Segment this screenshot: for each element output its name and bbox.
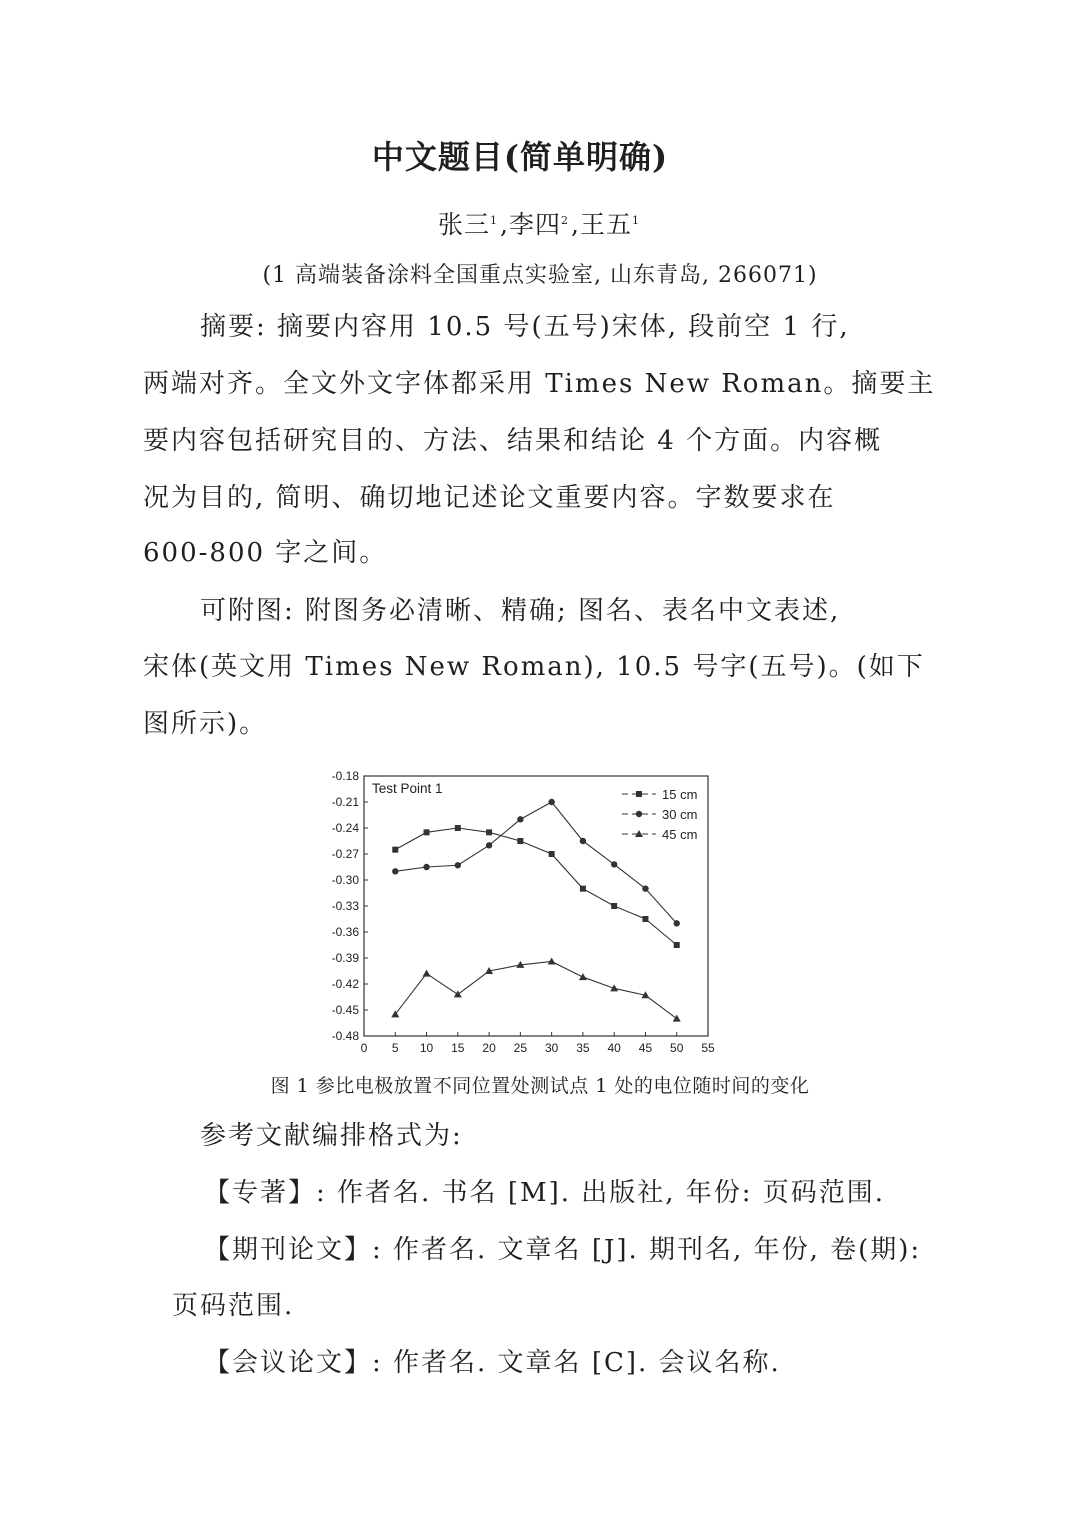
x-tick-label: 0 xyxy=(360,1041,368,1055)
data-point-15cm xyxy=(455,825,461,831)
data-point-45cm xyxy=(423,970,431,977)
author-name: ,王五 xyxy=(571,210,632,239)
data-point-15cm xyxy=(424,829,430,835)
x-tick-label: 20 xyxy=(482,1041,496,1055)
data-point-45cm xyxy=(673,1015,681,1022)
x-tick-label: 15 xyxy=(451,1041,465,1055)
data-point-30cm xyxy=(674,920,680,926)
data-point-30cm xyxy=(392,868,398,874)
data-point-15cm xyxy=(642,916,648,922)
paper-title: 中文题目(简单明确) xyxy=(371,138,669,176)
references-heading: 参考文献编排格式为: xyxy=(200,1121,463,1151)
ref-format-journal-cont: 页码范围. xyxy=(172,1291,295,1321)
y-tick-label: -0.21 xyxy=(331,795,359,809)
data-point-30cm xyxy=(455,862,461,868)
series-line-45cm xyxy=(395,961,676,1018)
chart-title: Test Point 1 xyxy=(372,781,443,796)
data-point-30cm xyxy=(548,799,554,805)
x-tick-label: 10 xyxy=(419,1041,434,1055)
data-point-15cm xyxy=(549,851,555,857)
y-tick-label: -0.33 xyxy=(331,899,359,913)
y-tick-label: -0.42 xyxy=(331,977,359,991)
x-tick-label: 40 xyxy=(607,1041,621,1055)
data-point-15cm xyxy=(392,847,398,853)
ref-format-monograph: 【专著】: 作者名. 书名 [M]. 出版社, 年份: 页码范围. xyxy=(204,1178,886,1208)
x-tick-label: 55 xyxy=(701,1041,715,1055)
data-point-30cm xyxy=(423,864,429,870)
y-tick-label: -0.48 xyxy=(331,1029,359,1043)
legend-label: 30 cm xyxy=(662,807,698,822)
author-name: 张三 xyxy=(438,210,491,239)
figure-note-line: 可附图: 附图务必清晰、精确; 图名、表名中文表述, xyxy=(200,596,841,626)
figure-note-line: 图所示)。 xyxy=(143,709,268,739)
affiliation-mark: 1 xyxy=(490,213,499,227)
affiliation: (1 高端装备涂料全国重点实验室, 山东青岛, 266071) xyxy=(262,263,818,288)
x-tick-label: 5 xyxy=(391,1041,399,1055)
abstract-line: 两端对齐。全文外文字体都采用 Times New Roman。摘要主 xyxy=(143,369,936,399)
x-tick-label: 50 xyxy=(670,1041,684,1055)
abstract-line: 要内容包括研究目的、方法、结果和结论 4 个方面。内容概 xyxy=(143,426,883,456)
ref-format-journal: 【期刊论文】: 作者名. 文章名 [J]. 期刊名, 年份, 卷(期): xyxy=(204,1235,922,1265)
y-tick-label: -0.18 xyxy=(331,769,359,783)
y-tick-label: -0.27 xyxy=(331,847,359,861)
chart-svg xyxy=(320,762,720,1062)
data-point-30cm xyxy=(642,885,648,891)
plot-frame xyxy=(364,776,708,1036)
data-point-15cm xyxy=(517,838,523,844)
data-point-30cm xyxy=(580,838,586,844)
legend-label: 45 cm xyxy=(662,827,698,842)
data-point-15cm xyxy=(486,829,492,835)
series-line-15cm xyxy=(395,828,676,945)
x-tick-label: 45 xyxy=(638,1041,653,1055)
y-tick-label: -0.45 xyxy=(331,1003,359,1017)
data-point-30cm xyxy=(517,816,523,822)
abstract-line: 况为目的, 简明、确切地记述论文重要内容。字数要求在 xyxy=(143,483,836,513)
y-tick-label: -0.39 xyxy=(331,951,359,965)
data-point-30cm xyxy=(611,861,617,867)
figure-caption: 图 1 参比电极放置不同位置处测试点 1 处的电位随时间的变化 xyxy=(270,1075,810,1097)
author-list xyxy=(0,205,1080,241)
x-tick-label: 35 xyxy=(576,1041,590,1055)
author-name: ,李四 xyxy=(500,210,561,239)
data-point-45cm xyxy=(548,957,556,964)
data-point-15cm xyxy=(674,942,680,948)
affiliation-mark: 2 xyxy=(561,213,569,227)
x-tick-label: 30 xyxy=(544,1041,559,1055)
data-point-45cm xyxy=(454,990,462,997)
affiliation-mark: 1 xyxy=(631,213,640,227)
legend-marker xyxy=(636,791,642,797)
legend-marker xyxy=(636,811,642,817)
ref-format-conference: 【会议论文】: 作者名. 文章名 [C]. 会议名称. xyxy=(204,1348,781,1378)
data-point-15cm xyxy=(580,886,586,892)
series-line-30cm xyxy=(395,802,676,923)
x-tick-label: 25 xyxy=(513,1041,528,1055)
y-tick-label: -0.36 xyxy=(331,925,359,939)
potential-chart xyxy=(320,762,720,1062)
data-point-45cm xyxy=(579,973,587,980)
data-point-30cm xyxy=(486,842,492,848)
y-tick-label: -0.30 xyxy=(331,873,359,887)
y-tick-label: -0.24 xyxy=(331,821,359,835)
abstract-line: 摘要: 摘要内容用 10.5 号(五号)宋体, 段前空 1 行, xyxy=(200,312,850,342)
abstract-line: 600-800 字之间。 xyxy=(143,538,388,568)
figure-note-line: 宋体(英文用 Times New Roman), 10.5 号字(五号)。(如下 xyxy=(143,652,925,682)
legend-label: 15 cm xyxy=(662,787,698,802)
data-point-15cm xyxy=(611,903,617,909)
